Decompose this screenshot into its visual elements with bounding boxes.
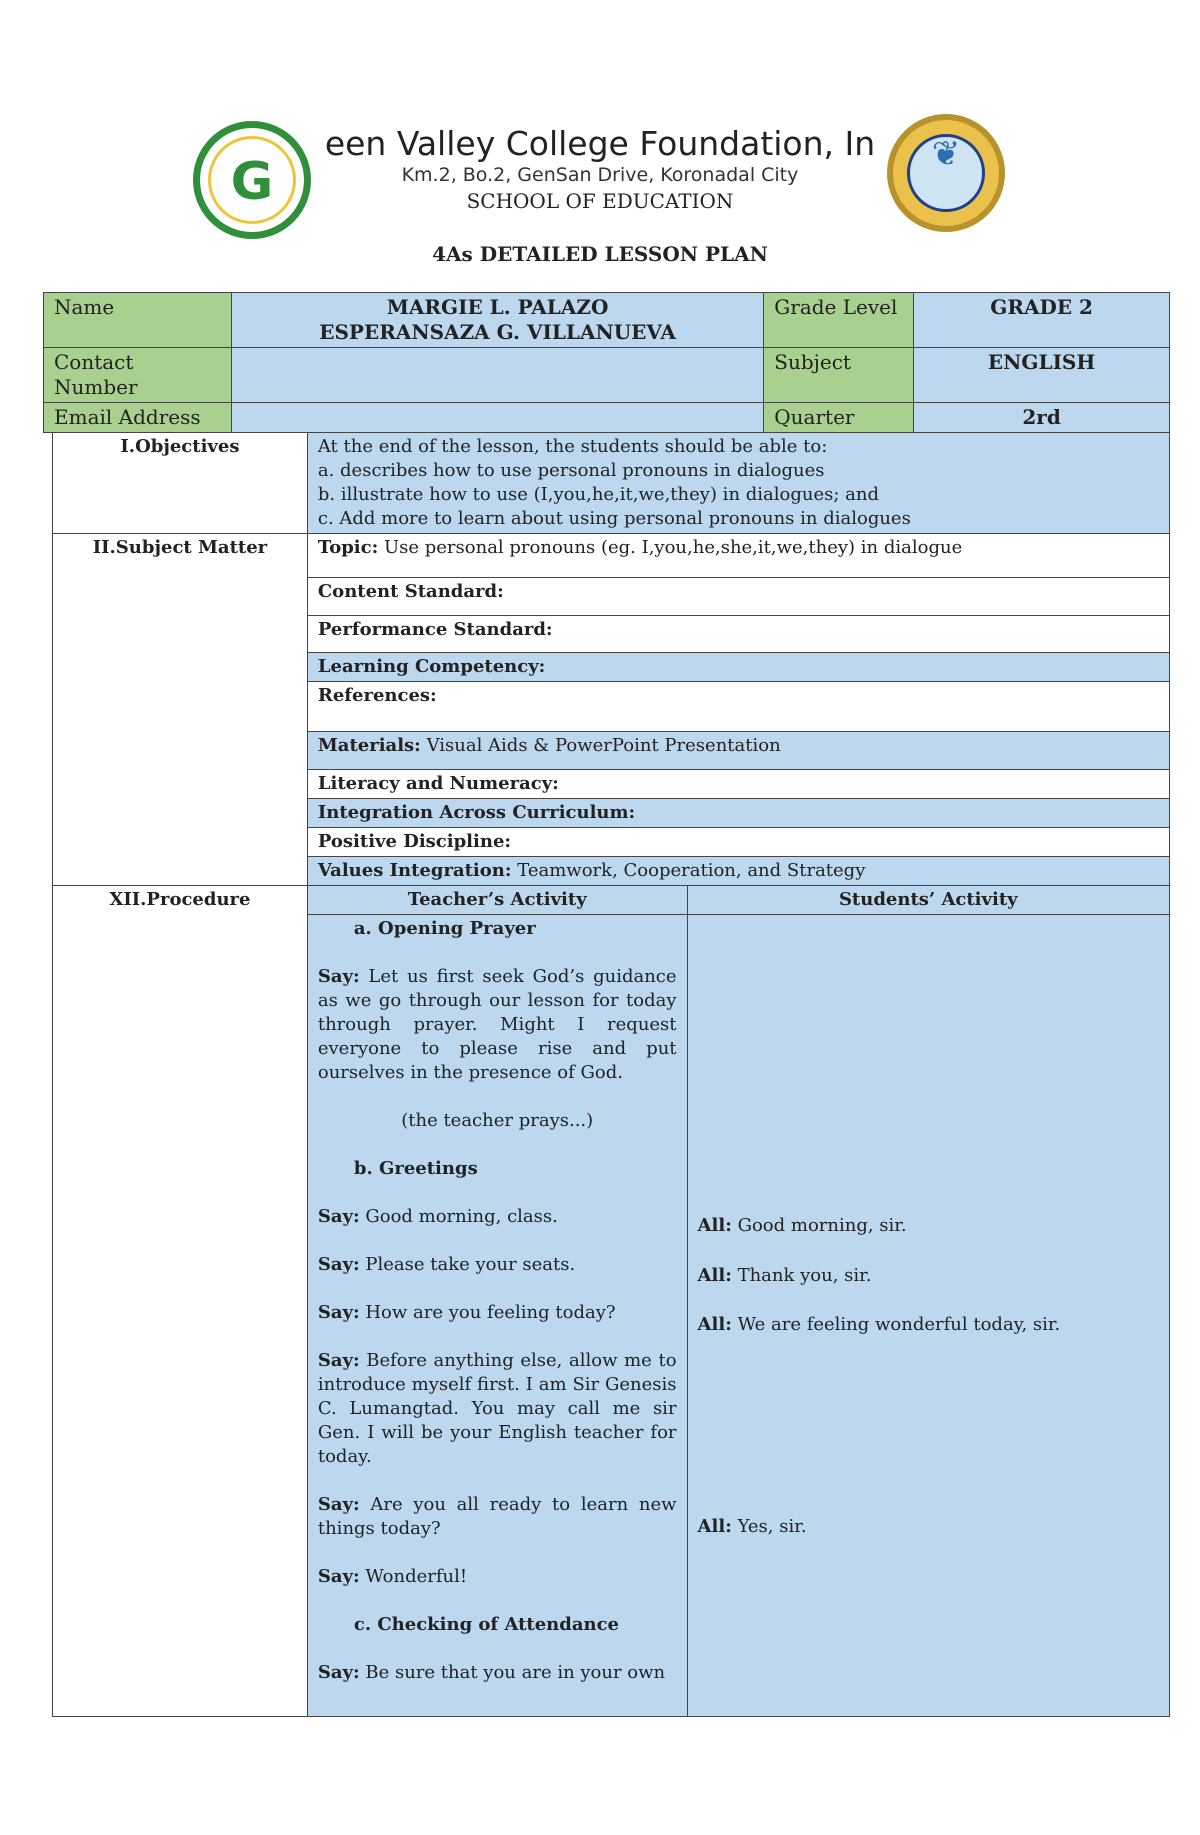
objective-line: c. Add more to learn about using personal pronouns in dialogues xyxy=(317,508,911,529)
prayer-note: (the teacher prays...) xyxy=(401,1110,594,1131)
teacher-line-5: Say: Are you all ready to learn new things today? xyxy=(317,1494,677,1539)
name-value xyxy=(231,293,763,348)
contact-label: Contact Number xyxy=(44,348,232,403)
literacy-row xyxy=(307,770,1169,799)
learning-competency-row xyxy=(307,653,1169,682)
quarter-value: 2rd xyxy=(914,403,1170,433)
teacher-activity-cell xyxy=(307,915,687,1717)
teacher-line-2: Say: Please take your seats. xyxy=(317,1254,576,1275)
content-standard-row xyxy=(307,578,1169,616)
info-table xyxy=(43,292,1170,433)
grade-value: GRADE 2 xyxy=(914,293,1170,348)
lesson-plan-table xyxy=(52,432,1170,1717)
quarter-label: Quarter xyxy=(764,403,914,433)
values-integration-row xyxy=(307,857,1169,886)
opening-prayer-heading: a. Opening Prayer xyxy=(353,918,536,939)
student-line-1: All: Good morning, sir. xyxy=(697,1215,907,1236)
teacher-line-6: Say: Wonderful! xyxy=(317,1566,468,1587)
college-address: Km.2, Bo.2, GenSan Drive, Koronadal City xyxy=(401,164,799,186)
values-integration-value: Teamwork, Cooperation, and Strategy xyxy=(517,860,866,881)
greetings-heading: b. Greetings xyxy=(353,1158,478,1179)
logo-letter: G xyxy=(230,152,274,212)
contact-value xyxy=(231,348,763,403)
subject-label: Subject xyxy=(764,348,914,403)
references-label: References: xyxy=(317,685,437,706)
materials-row xyxy=(307,732,1169,770)
learning-competency-label: Learning Competency: xyxy=(317,656,546,677)
subject-value: ENGLISH xyxy=(914,348,1170,403)
performance-standard-row xyxy=(307,616,1169,653)
positive-discipline-row xyxy=(307,828,1169,857)
teacher-activity-header: Teacher’s Activity xyxy=(307,886,687,915)
integration-label: Integration Across Curriculum: xyxy=(317,802,636,823)
student-line-2: All: Thank you, sir. xyxy=(697,1265,872,1286)
values-integration-label: Values Integration: xyxy=(317,860,512,881)
students-activity-header: Students’ Activity xyxy=(687,886,1169,915)
materials-label: Materials: xyxy=(317,735,421,756)
students-activity-cell xyxy=(687,915,1169,1717)
materials-value: Visual Aids & PowerPoint Presentation xyxy=(426,735,781,756)
positive-discipline-label: Positive Discipline: xyxy=(317,831,512,852)
attendance-heading: c. Checking of Attendance xyxy=(353,1614,620,1635)
plan-title: 4As DETAILED LESSON PLAN xyxy=(432,242,768,266)
school-name: SCHOOL OF EDUCATION xyxy=(466,189,734,213)
topic-value: Use personal pronouns (eg. I,you,he,she,it,we,they) in dialogue xyxy=(383,537,963,558)
seal-tree-icon: ❦ xyxy=(931,134,961,174)
grade-label: Grade Level xyxy=(764,293,914,348)
objective-line: At the end of the lesson, the students should be able to: xyxy=(317,436,828,457)
topic-row xyxy=(307,534,1169,578)
email-value xyxy=(231,403,763,433)
content-standard-label: Content Standard: xyxy=(317,581,504,602)
teacher-line-3: Say: How are you feeling today? xyxy=(317,1302,616,1323)
name-label: Name xyxy=(44,293,232,348)
objective-line: a. describes how to use personal pronouns in dialogues xyxy=(317,460,825,481)
teacher-line-1: Say: Good morning, class. xyxy=(317,1206,558,1227)
student-line-5: All: Yes, sir. xyxy=(697,1516,807,1537)
procedure-label: XII.Procedure xyxy=(53,886,308,1717)
literacy-label: Literacy and Numeracy: xyxy=(317,773,559,794)
teacher-line-4: Say: Before anything else, allow me to introduce myself first. I am Sir Genesis C. Lumangtad. You may call me sir Gen. I will be your English teacher for today. xyxy=(317,1350,677,1467)
student-line-3: All: We are feeling wonderful today, sir. xyxy=(697,1314,1061,1335)
references-row xyxy=(307,682,1169,732)
email-label: Email Address xyxy=(44,403,232,433)
teacher-line-7: Say: Be sure that you are in your own xyxy=(317,1662,666,1683)
teacher-line-prayer: Say: Let us first seek God’s guidance as we go through our lesson for today through prayer. Might I request everyone to please rise and put ourselves in the presence of God. xyxy=(317,966,677,1083)
objectives-label: I.Objectives xyxy=(53,433,308,534)
objective-line: b. illustrate how to use (I,you,he,it,we,they) in dialogues; and xyxy=(317,484,879,505)
topic-label: Topic: xyxy=(317,537,379,558)
objectives-content xyxy=(307,433,1169,534)
integration-row xyxy=(307,799,1169,828)
performance-standard-label: Performance Standard: xyxy=(317,619,553,640)
college-name: een Valley College Foundation, In xyxy=(324,124,876,163)
name-line-2: ESPERANSAZA G. VILLANUEVA xyxy=(319,320,676,344)
name-line-1: MARGIE L. PALAZO xyxy=(386,295,609,319)
subject-matter-label: II.Subject Matter xyxy=(53,534,308,886)
